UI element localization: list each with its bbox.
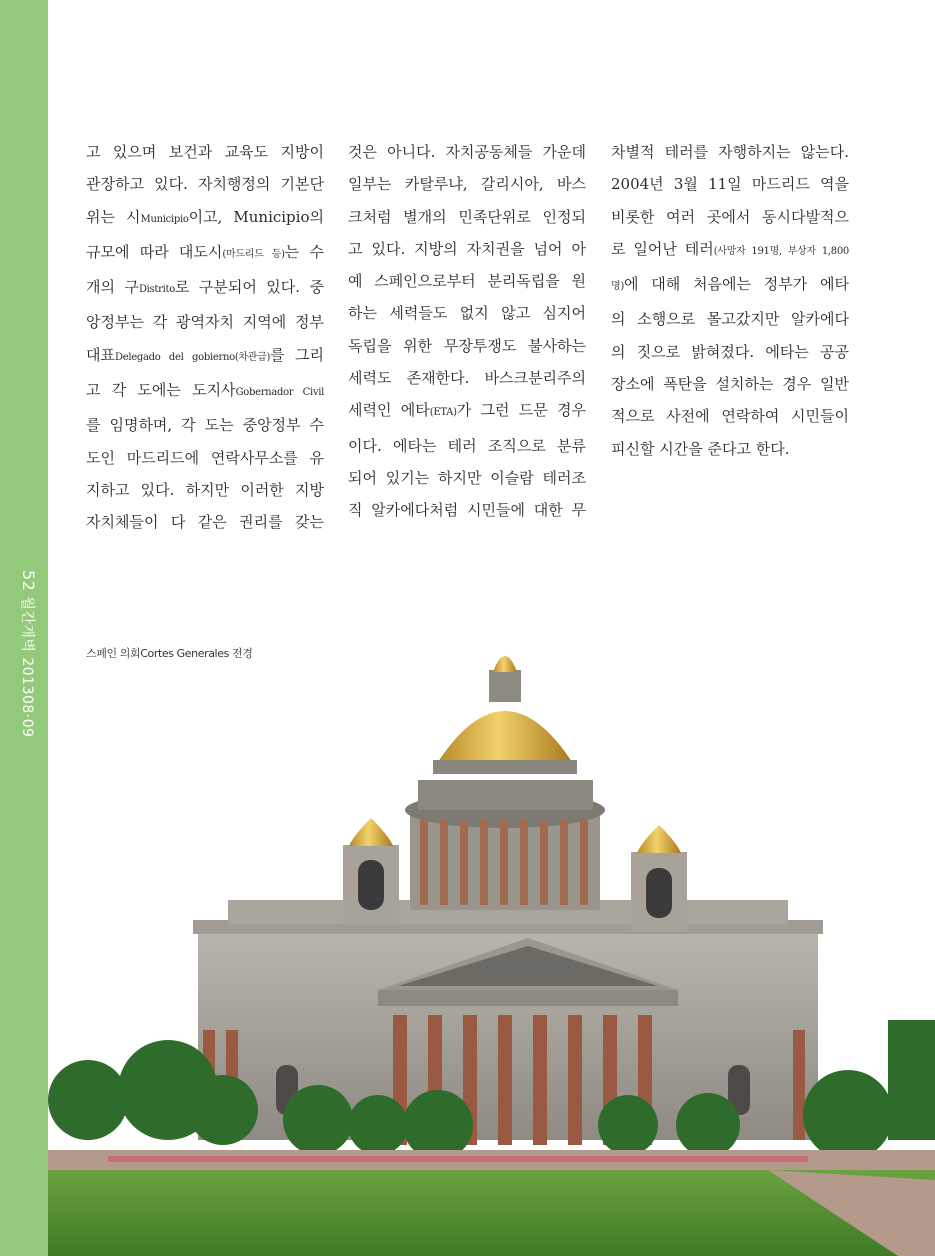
text-line: 고 있다. 지방의 자치권을 넘어 아	[348, 239, 586, 258]
text-line: 차별적 테러를 자행하지는 않는다.	[611, 143, 849, 161]
page-label	[18, 570, 38, 738]
text-line: 세력도 존재한다. 바스크분리주의	[348, 369, 586, 388]
text-line: 의 소행으로 몰고갔지만 알카에다	[611, 310, 849, 329]
text-line: 를 임명하며, 각 도는 중앙정부 수	[86, 416, 324, 435]
text-line: 크처럼 별개의 민족단위로 인정되	[348, 207, 586, 226]
text-line: 되어 있기는 하지만 이슬람 테러조	[348, 468, 586, 487]
photo-caption: 스페인 의회Cortes Generales 전경	[86, 647, 253, 660]
text-line: 위는 시Municipio이고, Municipio의	[86, 207, 324, 226]
cathedral-photo	[48, 620, 935, 1256]
text-line: 명)에 대해 처음에는 정부가 에타	[611, 275, 849, 294]
text-line: 것은 아니다. 자치공동체들 가운데	[348, 143, 586, 161]
text-line: 예 스페인으로부터 분리독립을 원	[348, 272, 586, 291]
text-line: 자치체들이 다 같은 권리를 갖는	[86, 513, 324, 532]
green-sidebar	[0, 0, 48, 1256]
text-line: 지하고 있다. 하지만 이러한 지방	[86, 480, 324, 499]
page-number: 52	[19, 570, 38, 592]
text-line: 세력인 에타(ETA)가 그런 드문 경우	[348, 401, 586, 420]
text-line: 규모에 따라 대도시(마드리드 등)는 수	[86, 242, 324, 261]
text-column-2	[348, 136, 586, 527]
text-line: 관장하고 있다. 자치행정의 기본단	[86, 175, 324, 194]
text-line: 2004년 3월 11일 마드리드 역을	[611, 175, 849, 194]
magazine-issue: 월간개벽 201308·09	[19, 596, 35, 738]
text-line: 도인 마드리드에 연락사무소를 유	[86, 448, 324, 467]
text-line: 개의 구Distrito로 구분되어 있다. 중	[86, 278, 324, 297]
text-line: 적으로 사전에 연락하여 시민들이	[611, 407, 849, 426]
text-line: 직 알카에다처럼 시민들에 대한 무	[348, 501, 586, 520]
text-line: 앙정부는 각 광역자치 지역에 정부	[86, 313, 324, 332]
text-line: 고 있으며 보건과 교육도 지방이	[86, 143, 324, 161]
text-line: 장소에 폭탄을 설치하는 경우 일반	[611, 375, 849, 394]
text-column-1	[86, 136, 324, 539]
text-line: 의 짓으로 밝혀졌다. 에타는 공공	[611, 342, 849, 361]
text-line: 하는 세력들도 없지 않고 심지어	[348, 304, 586, 323]
text-line: 대표Delegado del gobierno(차관급)를 그리	[86, 345, 324, 364]
text-line: 로 일어난 테러(사망자 191명, 부상자 1,800	[611, 239, 849, 258]
text-line: 피신할 시간을 준다고 한다.	[611, 439, 790, 458]
text-column-3	[611, 136, 849, 465]
text-line: 독립을 위한 무장투쟁도 불사하는	[348, 336, 586, 355]
text-line: 비롯한 여러 곳에서 동시다발적으	[611, 207, 849, 226]
text-line: 일부는 카탈루냐, 갈리시아, 바스	[348, 175, 586, 194]
text-line: 이다. 에타는 테러 조직으로 분류	[348, 436, 586, 455]
text-line: 고 각 도에는 도지사Gobernador Civil	[86, 381, 324, 400]
